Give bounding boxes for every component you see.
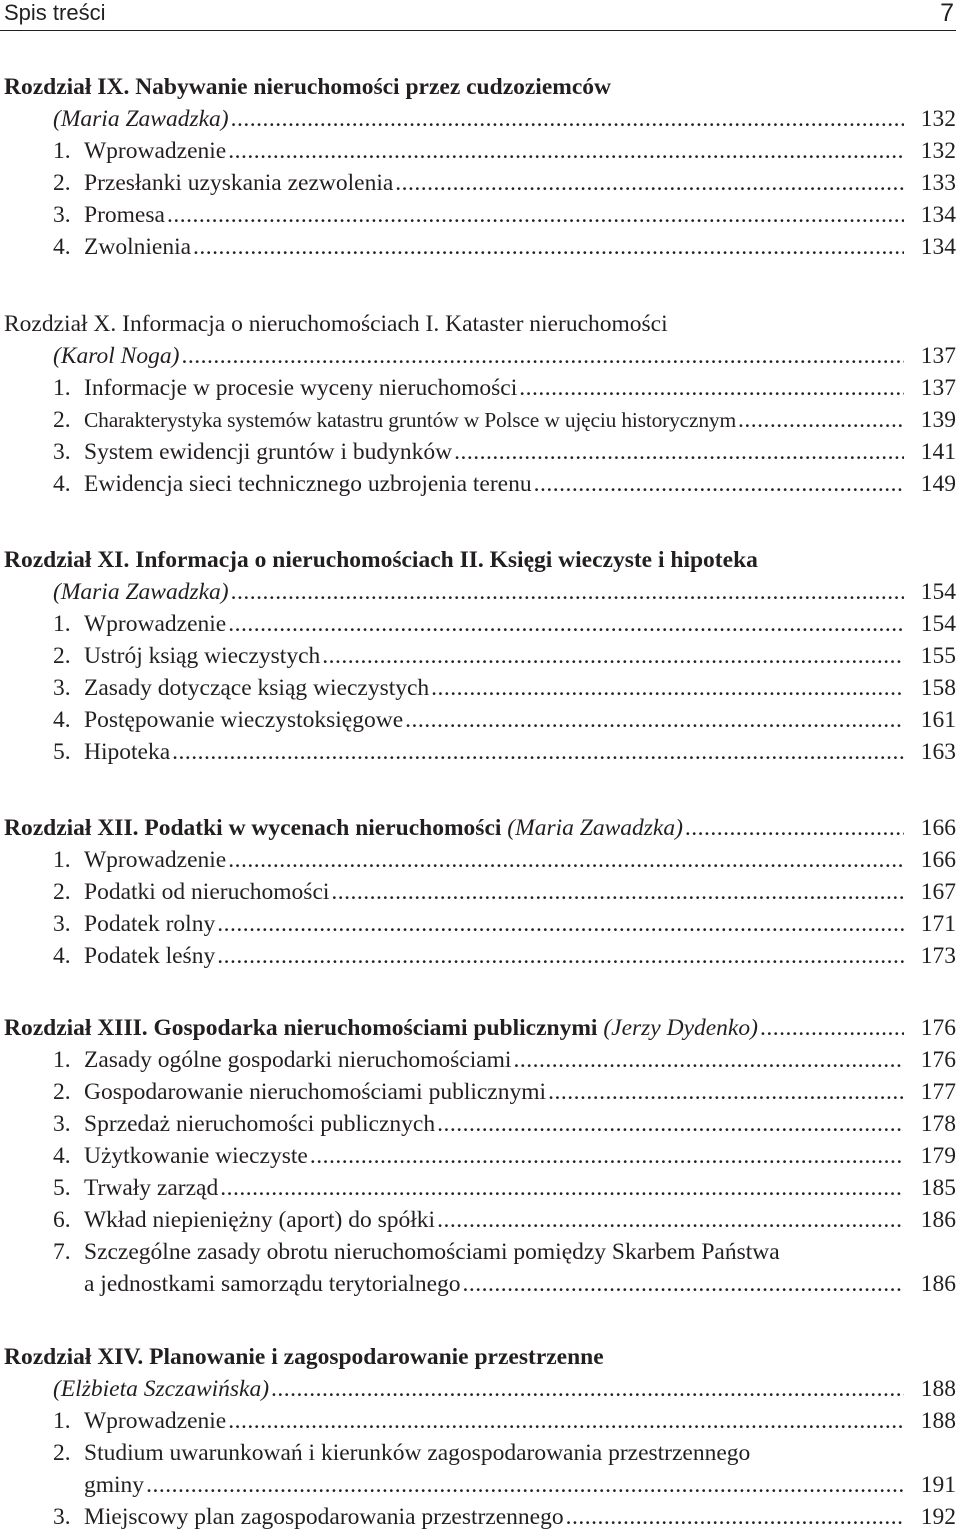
- section-number: 1.: [53, 847, 71, 873]
- chapter-ix: [0, 71, 960, 263]
- section-title: Gospodarowanie nieruchomościami publicznymi: [84, 1079, 547, 1105]
- page-ref: 179: [920, 1143, 956, 1169]
- header-page-number: 7: [940, 0, 954, 27]
- toc-entry[interactable]: [0, 672, 960, 704]
- section-title: Studium uwarunkowań i kierunków zagospodarowania przestrzennego: [84, 1440, 751, 1466]
- chapter-heading: [0, 71, 960, 103]
- page-ref: 132: [920, 106, 956, 132]
- dot-leader: [566, 1501, 904, 1533]
- page-ref: 167: [920, 879, 956, 905]
- toc-entry[interactable]: [0, 608, 960, 640]
- toc-entry[interactable]: [0, 908, 960, 940]
- section-number: 2.: [53, 643, 71, 669]
- section-title: Użytkowanie wieczyste: [84, 1143, 308, 1169]
- section-number: 3.: [53, 1111, 71, 1137]
- chapter-author: (Maria Zawadzka): [53, 106, 229, 132]
- dot-leader: [228, 844, 904, 876]
- dot-leader: [167, 199, 904, 231]
- dot-leader: [454, 436, 904, 468]
- chapter-author: (Elżbieta Szczawińska): [53, 1376, 270, 1402]
- chapter-author: (Maria Zawadzka): [53, 579, 229, 605]
- chapter-title: Planowanie i zagospodarowanie przestrzenne: [149, 1344, 604, 1370]
- page-ref: 158: [920, 675, 956, 701]
- toc-entry[interactable]: [0, 135, 960, 167]
- toc-entry[interactable]: [0, 640, 960, 672]
- dot-leader: [228, 608, 904, 640]
- chapter-author: (Maria Zawadzka): [507, 815, 683, 841]
- section-number: 3.: [53, 675, 71, 701]
- dot-leader: [513, 1044, 904, 1076]
- section-number: 2.: [53, 1440, 71, 1466]
- page-ref: 161: [920, 707, 956, 733]
- header-title: Spis treści: [4, 0, 106, 25]
- toc-entry[interactable]: [0, 468, 960, 500]
- dot-leader: [220, 1172, 904, 1204]
- section-title: Ewidencja sieci technicznego uzbrojenia terenu: [84, 471, 532, 497]
- toc-entry-continuation[interactable]: [0, 1268, 960, 1300]
- chapter-heading: [0, 544, 960, 576]
- toc-entry[interactable]: [0, 844, 960, 876]
- page-ref: 133: [920, 170, 956, 196]
- dot-leader: [405, 704, 904, 736]
- toc-entry[interactable]: [0, 1012, 960, 1044]
- toc-entry[interactable]: [0, 812, 960, 844]
- dot-leader: [228, 135, 904, 167]
- page-ref: 192: [920, 1504, 956, 1530]
- section-number: 4.: [53, 707, 71, 733]
- section-title: Wprowadzenie: [84, 847, 227, 873]
- section-title: Informacje w procesie wyceny nieruchomości: [84, 375, 518, 401]
- dot-leader: [217, 908, 904, 940]
- chapter-author: (Jerzy Dydenko): [603, 1015, 758, 1041]
- section-number: 2.: [53, 407, 71, 433]
- section-number: 6.: [53, 1207, 71, 1233]
- chapter-xiv: [0, 1341, 960, 1533]
- toc-entry[interactable]: [0, 167, 960, 199]
- dot-leader: [431, 672, 904, 704]
- chapter-title: Nabywanie nieruchomości przez cudzoziemców: [135, 74, 611, 100]
- page-ref: 141: [920, 439, 956, 465]
- dot-leader: [437, 1108, 904, 1140]
- section-number: 3.: [53, 1504, 71, 1530]
- section-title: Charakterystyka systemów katastru gruntów w Polsce w ujęciu historycznym: [84, 408, 736, 432]
- section-title: Podatek rolny: [84, 911, 216, 937]
- page-ref: 139: [920, 407, 956, 433]
- chapter-title: Podatki w wycenach nieruchomości: [144, 815, 502, 841]
- section-number: 1.: [53, 1408, 71, 1434]
- dot-leader: [217, 940, 904, 972]
- chapter-xi: [0, 544, 960, 768]
- toc-entry[interactable]: [0, 1108, 960, 1140]
- section-number: 4.: [53, 1143, 71, 1169]
- section-number: 4.: [53, 943, 71, 969]
- dot-leader: [322, 640, 904, 672]
- section-title-continuation: a jednostkami samorządu terytorialnego: [84, 1271, 461, 1297]
- toc-entry-first-line[interactable]: [0, 1236, 960, 1268]
- page-ref: 166: [920, 815, 956, 841]
- toc-entry[interactable]: [0, 1076, 960, 1108]
- page-ref: 137: [920, 343, 956, 369]
- toc-entry[interactable]: [0, 876, 960, 908]
- toc-entry[interactable]: [0, 199, 960, 231]
- section-title: Podatki od nieruchomości: [84, 879, 330, 905]
- section-title: Podatek leśny: [84, 943, 216, 969]
- dot-leader: [228, 1405, 904, 1437]
- section-title: Postępowanie wieczystoksięgowe: [84, 707, 404, 733]
- section-number: 5.: [53, 739, 71, 765]
- section-title: Promesa: [84, 202, 165, 228]
- section-number: 3.: [53, 202, 71, 228]
- page-ref: 177: [920, 1079, 956, 1105]
- section-number: 2.: [53, 879, 71, 905]
- toc-entry[interactable]: [0, 576, 960, 608]
- dot-leader: [760, 1012, 904, 1044]
- section-title: Zasady ogólne gospodarki nieruchomościami: [84, 1047, 512, 1073]
- page-ref: 191: [920, 1472, 956, 1498]
- section-title: Wprowadzenie: [84, 138, 227, 164]
- toc-entry[interactable]: [0, 1373, 960, 1405]
- section-title: Ustrój ksiąg wieczystych: [84, 643, 321, 669]
- section-number: 1.: [53, 1047, 71, 1073]
- page-ref: 149: [920, 471, 956, 497]
- section-number: 3.: [53, 911, 71, 937]
- dot-leader: [685, 812, 904, 844]
- dot-leader: [738, 404, 904, 436]
- page-ref: 155: [920, 643, 956, 669]
- toc-entry[interactable]: [0, 940, 960, 972]
- chapter-xiii: [0, 1012, 960, 1300]
- chapter-label: Rozdział XIII.: [4, 1015, 148, 1041]
- page-ref: 176: [920, 1047, 956, 1073]
- dot-leader: [519, 372, 904, 404]
- page-ref: 188: [920, 1376, 956, 1402]
- section-title: Przesłanki uzyskania zezwolenia: [84, 170, 394, 196]
- dot-leader: [181, 340, 904, 372]
- section-title: Wkład niepieniężny (aport) do spółki: [84, 1207, 436, 1233]
- section-title: Szczególne zasady obrotu nieruchomościami pomiędzy Skarbem Państwa: [84, 1239, 780, 1265]
- page-ref: 132: [920, 138, 956, 164]
- section-title: Miejscowy plan zagospodarowania przestrzennego: [84, 1504, 564, 1530]
- dot-leader: [172, 736, 904, 768]
- section-number: 1.: [53, 611, 71, 637]
- section-number: 2.: [53, 170, 71, 196]
- section-title: Zwolnienia: [84, 234, 192, 260]
- page-ref: 154: [920, 611, 956, 637]
- page-ref: 173: [920, 943, 956, 969]
- dot-leader: [331, 876, 904, 908]
- dot-leader: [437, 1204, 904, 1236]
- chapter-label: Rozdział XII.: [4, 815, 139, 841]
- chapter-title: Informacja o nieruchomościach I. Kataster nieruchomości: [122, 311, 668, 337]
- running-header: [0, 0, 956, 31]
- section-number: 1.: [53, 375, 71, 401]
- toc-entry-first-line[interactable]: [0, 1437, 960, 1469]
- toc-entry[interactable]: [0, 404, 960, 436]
- toc-entry[interactable]: [0, 1172, 960, 1204]
- dot-leader: [193, 231, 904, 263]
- dot-leader: [548, 1076, 904, 1108]
- toc-entry[interactable]: [0, 736, 960, 768]
- section-title: System ewidencji gruntów i budynków: [84, 439, 453, 465]
- chapter-heading: [0, 308, 960, 340]
- dot-leader: [146, 1469, 904, 1501]
- toc-entry[interactable]: [0, 1044, 960, 1076]
- chapter-label: Rozdział X.: [4, 311, 117, 337]
- dot-leader: [463, 1268, 904, 1300]
- section-number: 5.: [53, 1175, 71, 1201]
- toc-entry[interactable]: [0, 704, 960, 736]
- chapter-xii: [0, 812, 960, 972]
- dot-leader: [534, 468, 904, 500]
- dot-leader: [395, 167, 904, 199]
- section-number: 1.: [53, 138, 71, 164]
- section-number: 7.: [53, 1239, 71, 1265]
- section-number: 3.: [53, 439, 71, 465]
- page-ref: 188: [920, 1408, 956, 1434]
- toc-entry[interactable]: [0, 372, 960, 404]
- section-title-continuation: gminy: [84, 1472, 145, 1498]
- chapter-label: Rozdział XI.: [4, 547, 130, 573]
- toc-entry[interactable]: [0, 1405, 960, 1437]
- page-ref: 154: [920, 579, 956, 605]
- page-ref: 134: [920, 202, 956, 228]
- page-ref: 134: [920, 234, 956, 260]
- toc-entry[interactable]: [0, 1140, 960, 1172]
- page-ref: 186: [920, 1207, 956, 1233]
- toc-entry[interactable]: [0, 436, 960, 468]
- chapter-author: (Karol Noga): [53, 343, 180, 369]
- page-ref: 137: [920, 375, 956, 401]
- chapter-x: [0, 308, 960, 500]
- chapter-label: Rozdział XIV.: [4, 1344, 144, 1370]
- dot-leader: [231, 103, 904, 135]
- toc-entry[interactable]: [0, 231, 960, 263]
- section-title: Wprowadzenie: [84, 611, 227, 637]
- toc-entry[interactable]: [0, 1501, 960, 1533]
- page-ref: 163: [920, 739, 956, 765]
- toc-entry-continuation[interactable]: [0, 1469, 960, 1501]
- toc-entry[interactable]: [0, 103, 960, 135]
- page-ref: 186: [920, 1271, 956, 1297]
- page-ref: 171: [920, 911, 956, 937]
- section-number: 4.: [53, 234, 71, 260]
- page-ref: 176: [920, 1015, 956, 1041]
- dot-leader: [310, 1140, 904, 1172]
- section-number: 2.: [53, 1079, 71, 1105]
- chapter-title: Informacja o nieruchomościach II. Księgi wieczyste i hipoteka: [135, 547, 758, 573]
- chapter-title: Gospodarka nieruchomościami publicznymi: [153, 1015, 598, 1041]
- toc-entry[interactable]: [0, 1204, 960, 1236]
- dot-leader: [231, 576, 904, 608]
- section-number: 4.: [53, 471, 71, 497]
- section-title: Trwały zarząd: [84, 1175, 219, 1201]
- page-ref: 178: [920, 1111, 956, 1137]
- section-title: Sprzedaż nieruchomości publicznych: [84, 1111, 436, 1137]
- dot-leader: [271, 1373, 904, 1405]
- page-ref: 166: [920, 847, 956, 873]
- chapter-label: Rozdział IX.: [4, 74, 130, 100]
- page-ref: 185: [920, 1175, 956, 1201]
- section-title: Zasady dotyczące ksiąg wieczystych: [84, 675, 430, 701]
- section-title: Wprowadzenie: [84, 1408, 227, 1434]
- section-title: Hipoteka: [84, 739, 171, 765]
- toc-entry[interactable]: [0, 340, 960, 372]
- chapter-heading: [0, 1341, 960, 1373]
